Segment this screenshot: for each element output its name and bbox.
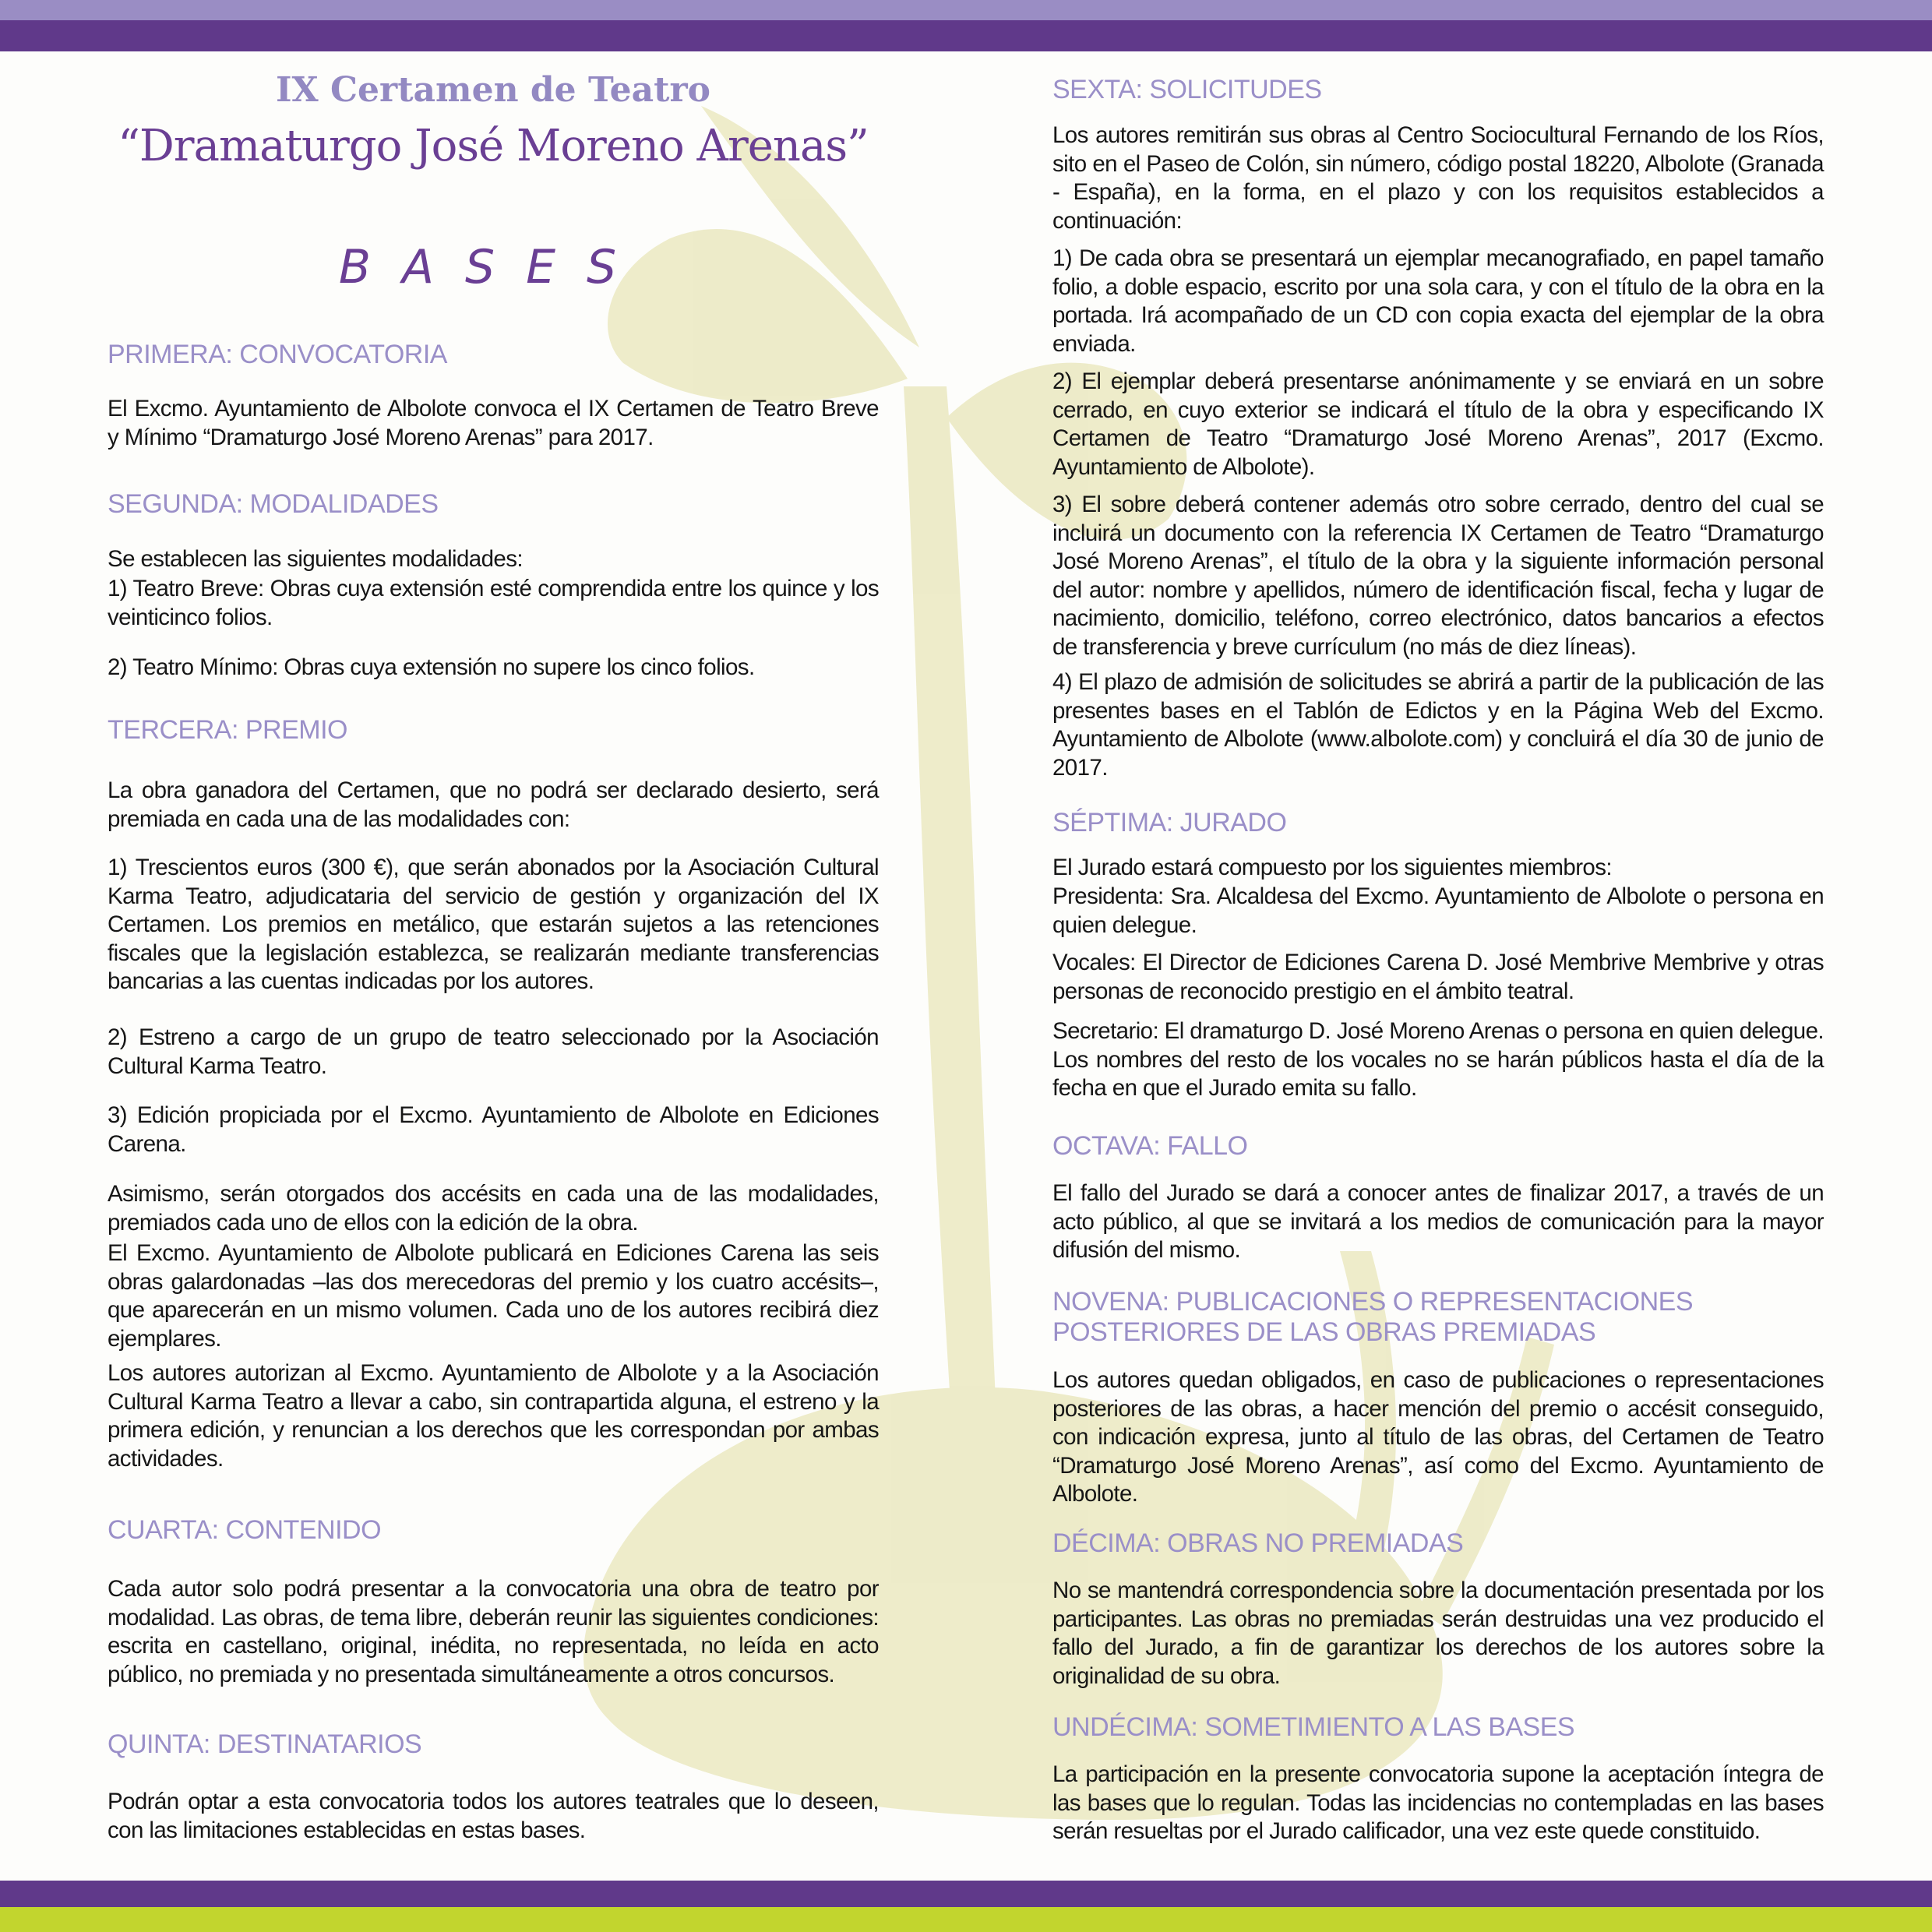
section-heading: SEGUNDA: MODALIDADES <box>108 489 439 519</box>
section-sexta-text-4: 3) El sobre deberá contener además otro sobre cerrado, dentro del cual se incluirá un documento con la referencia IX Certamen de Teatro “Dramaturgo José Moreno Arenas”, el título de la obra y la siguiente información personal del autor: nombre y apellidos, número de identificación fiscal, fecha y lugar de nacimiento, domicilio, teléfono, correo electrónico, datos bancarios a efectos de transferencia y breve currículum (no más de diez líneas). <box>1052 492 1824 660</box>
section-tercera-text-5a: Asimismo, serán otorgados dos accésits en cada una de las modalidades, premiados cada uno de ellos con la edición de la obra. <box>108 1181 879 1236</box>
section-sexta-text-3: 2) El ejemplar deberá presentarse anónimamente y se enviará en un sobre cerrado, en cuyo exterior se indicará el título de la obra y especificando IX Certamen de Teatro “Dramaturgo José Moreno Arenas”, 2017 (Excmo. Ayuntamiento de Albolote). <box>1052 368 1824 480</box>
section-undecima <box>1052 1712 1824 1743</box>
section-heading: SÉPTIMA: JURADO <box>1052 808 1287 837</box>
section-heading-line-2: POSTERIORES DE LAS OBRAS PREMIADAS <box>1052 1317 1596 1347</box>
top-band-dark <box>0 20 1932 51</box>
section-tercera-text-4: 3) Edición propiciada por el Excmo. Ayuntamiento de Albolote en Ediciones Carena. <box>108 1102 879 1157</box>
section-decima-text: No se mantendrá correspondencia sobre la documentación presentada por los participantes. Las obras no premiadas serán destruidas una vez producido el fallo del Jurado, a fin de garantizar los derechos de los autores sobre la originalidad de su obra. <box>1052 1578 1824 1689</box>
section-septima-text-2: Vocales: El Director de Ediciones Carena D. José Membrive Membrive y otras personas de reconocido prestigio en el ámbito teatral. <box>1052 950 1824 1004</box>
section-heading: UNDÉCIMA: SOMETIMIENTO A LAS BASES <box>1052 1712 1575 1742</box>
section-heading: QUINTA: DESTINATARIOS <box>108 1729 422 1759</box>
section-heading: TERCERA: PREMIO <box>108 715 347 745</box>
section-quinta-text: Podrán optar a esta convocatoria todos los autores teatrales que lo deseen, con las limitaciones establecidas en estas bases. <box>108 1789 879 1843</box>
section-decima <box>1052 1528 1824 1559</box>
section-octava-text: El fallo del Jurado se dará a conocer antes de finalizar 2017, a través de un acto público, al que se invitará a los medios de comunicación para la mayor difusión del mismo. <box>1052 1180 1824 1263</box>
section-heading: CUARTA: CONTENIDO <box>108 1515 382 1545</box>
section-cuarta-text: Cada autor solo podrá presentar a la convocatoria una obra de teatro por modalidad. Las obras, de tema libre, deberán reunir las siguientes condiciones: escrita en castellano, original, inédita, no representada, no leída en acto público, no premiada y no presentada simultáneamente a otros concursos. <box>108 1576 879 1687</box>
section-segunda-text-a: Se establecen las siguientes modalidades: <box>108 546 523 572</box>
left-column <box>108 62 879 294</box>
section-tercera-text-3: 2) Estreno a cargo de un grupo de teatro seleccionado por la Asociación Cultural Karma Teatro. <box>108 1024 879 1079</box>
section-segunda-text-b: 1) Teatro Breve: Obras cuya extensión esté comprendida entre los quince y los veinticinco folios. <box>108 576 879 630</box>
section-tercera <box>108 715 879 746</box>
section-heading-line-1: NOVENA: PUBLICACIONES O REPRESENTACIONES <box>1052 1287 1693 1317</box>
section-septima <box>1052 808 1824 838</box>
section-segunda-text-c: 2) Teatro Mínimo: Obras cuya extensión no supere los cinco folios. <box>108 654 755 680</box>
section-novena-text: Los autores quedan obligados, en caso de publicaciones o representaciones posteriores de las obras, a hacer mención del premio o accésit conseguido, con indicación expresa, junto al título de las obras, del Certamen de Teatro “Dramaturgo José Moreno Arenas”, así como del Excmo. Ayuntamiento de Albolote. <box>1052 1367 1824 1507</box>
section-septima-text-1a: El Jurado estará compuesto por los siguientes miembros: <box>1052 855 1612 880</box>
section-tercera-text-1: La obra ganadora del Certamen, que no podrá ser declarado desierto, será premiada en cada una de las modalidades con: <box>108 777 879 832</box>
section-primera <box>108 340 879 370</box>
section-quinta <box>108 1729 879 1760</box>
bases-title: BASES <box>338 240 648 294</box>
section-sexta <box>1052 75 1824 105</box>
section-septima-text-1b: Presidenta: Sra. Alcaldesa del Excmo. Ayuntamiento de Albolote o persona en quien delegue. <box>1052 883 1824 938</box>
top-band-light <box>0 0 1932 20</box>
section-tercera-text-5c: Los autores autorizan al Excmo. Ayuntamiento de Albolote y a la Asociación Cultural Karma Teatro a llevar a cabo, sin contrapartida alguna, el estreno y la primera edición, y renuncian a los derechos que les correspondan por ambas actividades. <box>108 1360 879 1472</box>
section-sexta-text-1: Los autores remitirán sus obras al Centro Sociocultural Fernando de los Ríos, sito en el Paseo de Colón, sin número, código postal 18220, Albolote (Granada - España), en la forma, en el plazo y con los requisitos establecidos a continuación: <box>1052 122 1824 234</box>
section-sexta-text-2: 1) De cada obra se presentará un ejemplar mecanografiado, en papel tamaño folio, a doble espacio, escrito por una sola cara, y con el título de la obra en la portada. Irá acompañado de un CD con copia exacta del ejemplar de la obra enviada. <box>1052 245 1824 357</box>
section-primera-text: El Excmo. Ayuntamiento de Albolote convoca el IX Certamen de Teatro Breve y Mínimo “Dramaturgo José Moreno Arenas” para 2017. <box>108 396 879 450</box>
section-tercera-text-2: 1) Trescientos euros (300 €), que serán abonados por la Asociación Cultural Karma Teatro, adjudicataria del servicio de gestión y organización del IX Certamen. Los premios en metálico, que estarán sujetos a las retenciones fiscales que la legislación establezca, se realizarán mediante transferencias bancarias a las cuentas indicadas por los autores. <box>108 855 879 994</box>
section-segunda <box>108 489 879 520</box>
dramaturgo-title: “Dramaturgo José Moreno Arenas” <box>118 121 869 171</box>
bottom-band-green <box>0 1907 1932 1932</box>
bottom-band-dark <box>0 1881 1932 1907</box>
section-undecima-text: La participación en la presente convocatoria supone la aceptación íntegra de las bases que lo regulan. Todas las incidencias no contempladas en las bases serán resueltas por el Jurado calificador, una vez este quede constituido. <box>1052 1761 1824 1844</box>
section-septima-text-3: Secretario: El dramaturgo D. José Moreno Arenas o persona en quien delegue. Los nombres del resto de los vocales no se harán públicos hasta el día de la fecha en que el Jurado emita su fallo. <box>1052 1018 1824 1101</box>
section-heading: OCTAVA: FALLO <box>1052 1131 1248 1161</box>
section-octava <box>1052 1131 1824 1162</box>
section-cuarta <box>108 1515 879 1546</box>
section-heading: SEXTA: SOLICITUDES <box>1052 75 1322 104</box>
section-novena <box>1052 1287 1824 1348</box>
section-tercera-text-5b: El Excmo. Ayuntamiento de Albolote publicará en Ediciones Carena las seis obras galardonadas –las dos merecedoras del premio y los cuatro accésits–, que aparecerán en un mismo volumen. Cada uno de los autores recibirá diez ejemplares. <box>108 1240 879 1352</box>
section-heading: DÉCIMA: OBRAS NO PREMIADAS <box>1052 1528 1464 1558</box>
section-sexta-text-5: 4) El plazo de admisión de solicitudes se abrirá a partir de la publicación de las presentes bases en el Tablón de Edictos y en la Página Web del Excmo. Ayuntamiento de Albolote (www.albolote.com) y concluirá el día 30 de junio de 2017. <box>1052 669 1824 781</box>
section-heading: PRIMERA: CONVOCATORIA <box>108 340 447 369</box>
certamen-title: IX Certamen de Teatro <box>275 70 711 110</box>
